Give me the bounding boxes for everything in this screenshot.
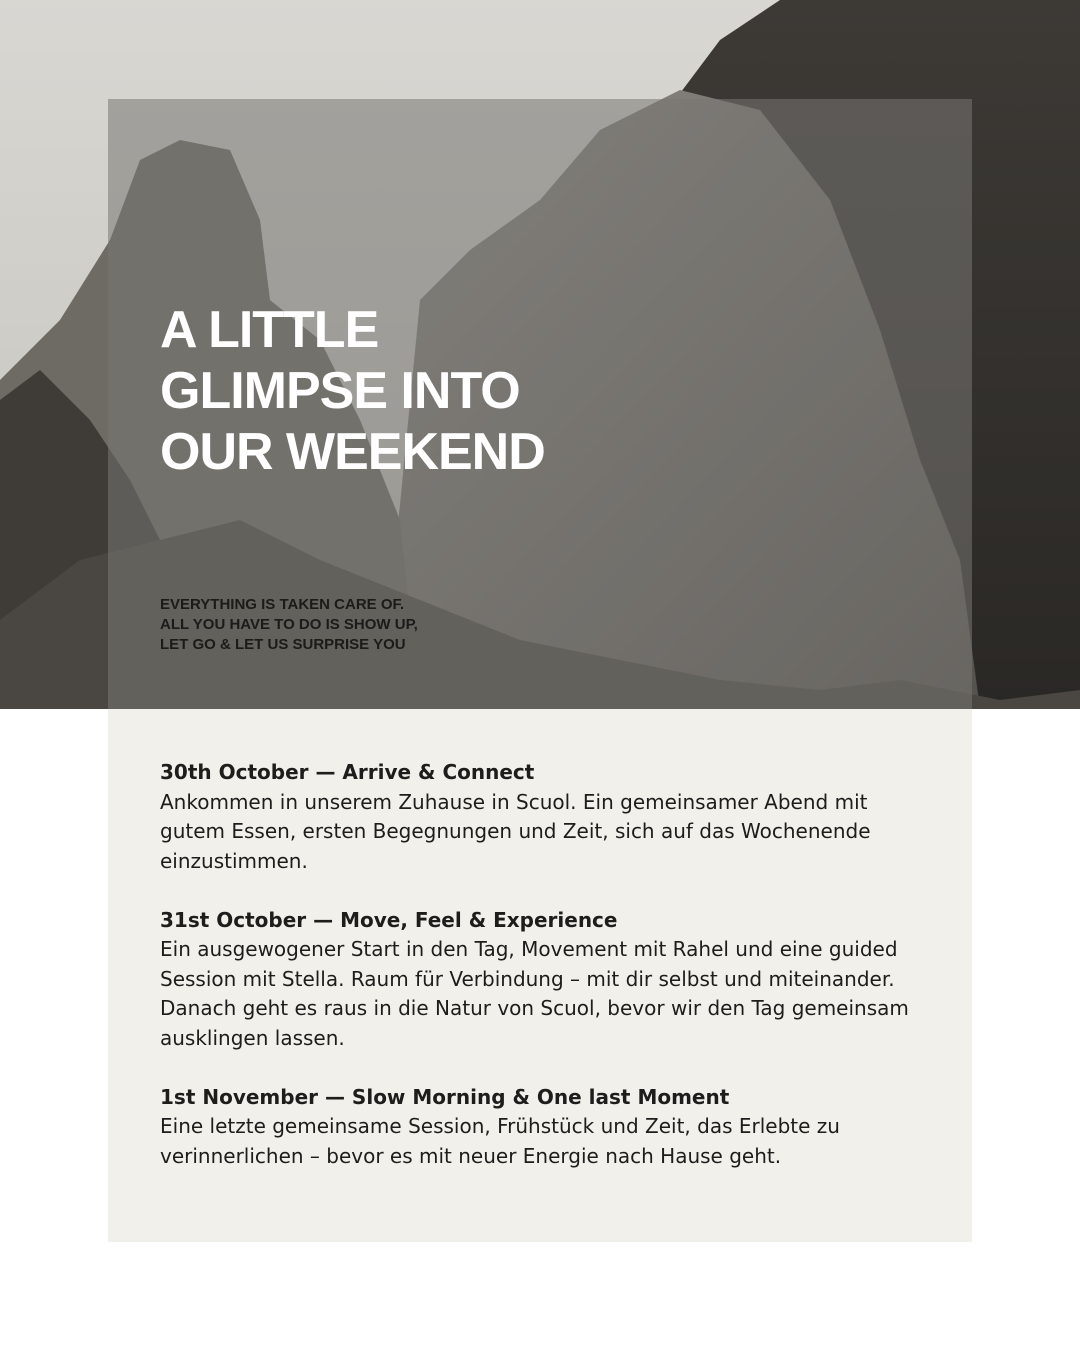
page-headline: [160, 300, 680, 483]
day-description: Ankommen in unserem Zuhause in Scuol. Ein gemeinsamer Abend mit gutem Essen, ersten Begegnungen und Zeit, sich auf das Wochenende einzustimmen.: [160, 789, 871, 873]
tagline-line-1: EVERYTHING IS TAKEN CARE OF.: [160, 596, 405, 613]
tagline-line-3: LET GO & LET US SURPRISE YOU: [160, 636, 406, 653]
day-title: 31st October — Move, Feel & Experience: [160, 907, 618, 932]
tagline-line-2: ALL YOU HAVE TO DO IS SHOW UP,: [160, 616, 418, 633]
headline-line-3: OUR WEEKEND: [160, 423, 545, 481]
headline-line-1: A LITTLE: [160, 301, 379, 359]
schedule-list: [160, 758, 920, 1201]
day-description: Eine letzte gemeinsame Session, Frühstück und Zeit, das Erlebte zu verinnerlichen – bevor es mit neuer Energie nach Hause geht.: [160, 1114, 840, 1168]
tagline: [160, 595, 560, 655]
schedule-day: [160, 758, 920, 876]
day-title: 30th October — Arrive & Connect: [160, 760, 535, 784]
headline-line-2: GLIMPSE INTO: [160, 362, 520, 420]
day-description: Danach geht es raus in die Natur von Scuol, bevor wir den Tag gemeinsam ausklingen lassen.: [160, 996, 909, 1050]
schedule-day: [160, 1083, 920, 1172]
day-title: 1st November — Slow Morning & One last Moment: [160, 1084, 730, 1109]
day-description: Ein ausgewogener Start in den Tag, Movement mit Rahel und eine guided Session mit Stella. Raum für Verbindung – mit dir selbst und miteinander.: [160, 937, 898, 991]
schedule-day: [160, 906, 920, 1054]
